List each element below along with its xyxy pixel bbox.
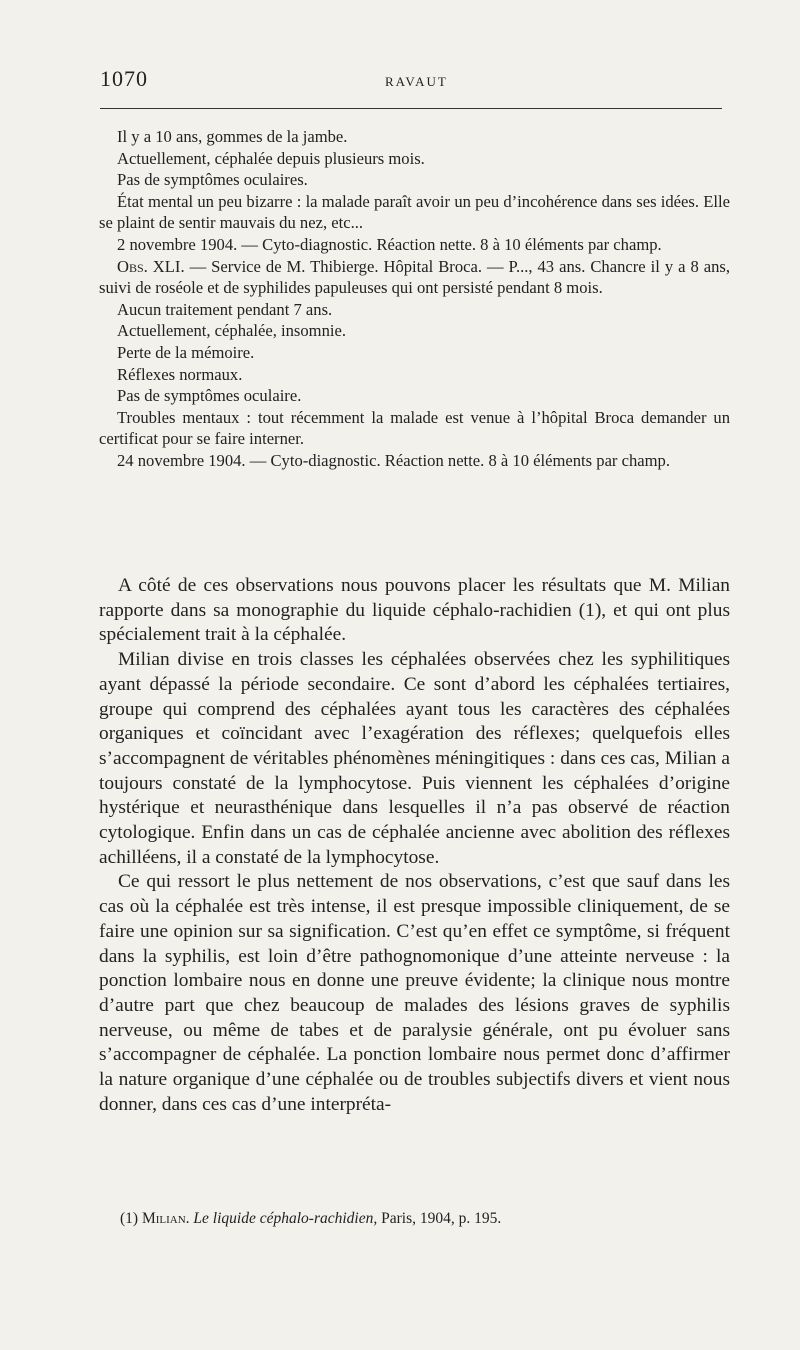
obs-label: Obs. XLI.: [117, 256, 185, 276]
obs-paragraph: Pas de symptômes oculaires.: [117, 170, 308, 190]
obs-paragraph: Perte de la mémoire.: [117, 342, 255, 362]
header-rule: [100, 108, 722, 109]
obs-paragraph: Actuellement, céphalée, insomnie.: [117, 321, 346, 341]
page-header: [100, 66, 722, 96]
footnote-rest: Paris, 1904, p. 195.: [377, 1210, 502, 1227]
main-text: [99, 574, 730, 1117]
obs-paragraph: 2 novembre 1904. — Cyto-diagnostic. Réaction nette. 8 à 10 éléments par champ.: [117, 234, 662, 254]
body-paragraph: Milian divise en trois classes les céphalées observées chez les syphilitiques ayant dépassé la période secondaire. Ce sont d’abord les céphalées tertiaires, groupe qui comprend des céphalées ayant tous les caractères des céphalées organiques et coïncidant avec l’exagération des réflexes; quelquefois elles s’accompagnent de véritables phénomènes méningitiques : dans ces cas, Milian a toujours constaté de la lymphocytose. Puis viennent les céphalées d’origine hystérique et neurasthénique dans lesquelles il n’a pas observé de réaction cytologique. Enfin dans un cas de céphalée ancienne avec abolition des réflexes achilléens, il a constaté de la lymphocytose.: [99, 649, 730, 868]
obs-paragraph: Actuellement, céphalée depuis plusieurs mois.: [117, 148, 425, 168]
body-paragraph: Ce qui ressort le plus nettement de nos observations, c’est que sauf dans les cas où la céphalée est très intense, il est presque impossible cliniquement, de se faire une opinion sur sa signification. C’est qu’en effet ce symptôme, si fréquent dans la syphilis, est loin d’être pathognomonique d’une atteinte nerveuse : la ponction lombaire nous en donne une preuve évidente; la clinique nous montre d’autre part que chez beaucoup de malades des lésions graves de syphilis nerveuse, ou même de tabes et de paralysie générale, ont pu évoluer sans s’accompagner de céphalée. La ponction lombaire nous permet donc d’affirmer la nature organique d’une céphalée ou de troubles subjectifs divers et vient nous donner, dans ces cas d’une interpréta-: [99, 871, 730, 1115]
obs-heading-paragraph: [99, 256, 730, 299]
page-number: 1070: [100, 66, 148, 91]
obs-paragraph: État mental un peu bizarre : la malade paraît avoir un peu d’incohérence dans ses idées. Elle se plaint de sentir mauvais du nez, etc...: [99, 191, 730, 233]
obs-paragraph: 24 novembre 1904. — Cyto-diagnostic. Réaction nette. 8 à 10 éléments par champ.: [117, 450, 670, 470]
footnote-marker: (1): [120, 1210, 142, 1227]
obs-heading-text: — Service de M. Thibierge. Hôpital Broca. — P..., 43 ans. Chancre il y a 8 ans, suivi de roséole et de syphilides papuleuses qui ont persisté pendant 8 mois.: [99, 256, 730, 298]
footnote-author: Milian.: [141, 1210, 190, 1227]
running-head: RAVAUT: [385, 74, 448, 89]
observations-block: [99, 126, 730, 472]
obs-paragraph: Il y a 10 ans, gommes de la jambe.: [117, 127, 348, 146]
obs-paragraph: Troubles mentaux : tout récemment la malade est venue à l’hôpital Broca demander un certificat pour se faire interner.: [99, 407, 730, 449]
obs-paragraph: Réflexes normaux.: [117, 364, 243, 384]
footnote-title: Le liquide céphalo-rachidien,: [193, 1210, 378, 1227]
obs-paragraph: Aucun traitement pendant 7 ans.: [117, 299, 333, 319]
obs-paragraph: Pas de symptômes oculaire.: [117, 386, 302, 406]
body-paragraph: A côté de ces observations nous pouvons placer les résultats que M. Milian rapporte dans sa monographie du liquide céphalo-rachidien (1), et qui ont plus spécialement trait à la céphalée.: [99, 575, 730, 646]
footnote: [120, 1209, 720, 1229]
